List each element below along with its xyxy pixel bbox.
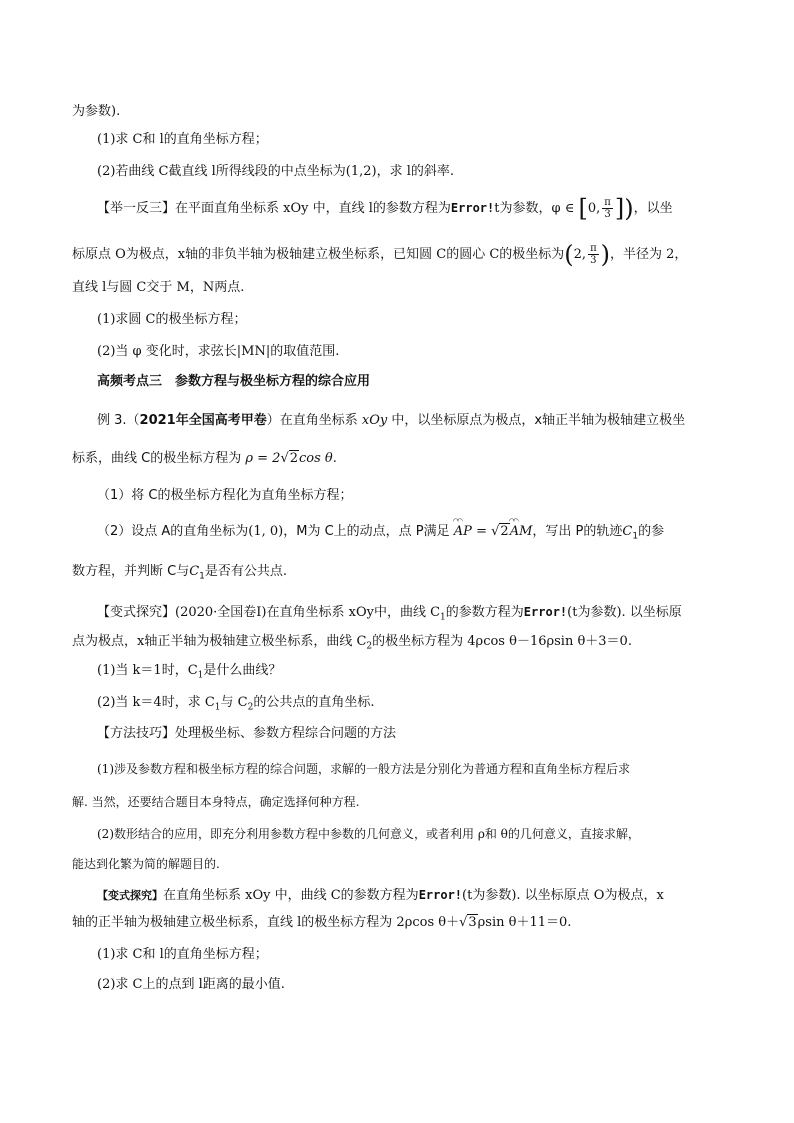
text-span: ，以坐 [633,201,673,216]
text-span: 的参 [638,524,665,539]
text-span: (1)求圆 C的极坐标方程； [97,312,247,327]
text-line [97,311,247,329]
method-heading [97,725,396,743]
text-span: 是否有公共点. [204,564,288,579]
text-span: (2)当 k＝4时，求 C [97,695,215,710]
text-line [97,694,374,717]
paren-open: ( [564,240,574,269]
text-line [97,825,640,843]
text-span: (1)当 k＝1时，C [97,663,198,678]
text-span: (t为参数). 以坐标原点 O为极点，x [462,888,664,903]
text-span: 标原点 O为极点，x轴的非负半轴为极轴建立极坐标系，已知圆 C的圆心 C的极坐标为 [72,247,565,262]
text-span: . [332,451,337,466]
paren-close: ) [624,194,634,223]
sqrt-radicand: 2 [500,524,509,539]
text-span: (t为参数). 以坐标原 [567,605,682,620]
text-span: 【方法技巧】处理极坐标、参数方程综合问题的方法 [97,726,397,741]
text-span: (2)当 φ 变化时，求弦长|MN|的取值范围. [97,344,340,359]
text-span: (2)求 C上的点到 l距离的最小值. [97,977,285,992]
math-text: C [622,524,633,539]
text-span: ，半径为 2， [610,247,688,262]
text-line: （2）设点 A的直角坐标为(1, 0)，M为 C上的动点，点 P满足 ◠◠ AP = √2◠◠ AM，写出 P的轨迹$C_1$的参 [97,523,664,546]
text-span: (2)数形结合的应用，即充分利用参数方程中参数的几何意义，或者利用 ρ和 θ的几何意义，直接求解， [97,827,640,841]
error-field-text: Error! [418,888,463,902]
text-line: 轴的正半轴为极轴建立极坐标系，直线 l的极坐标方程为 2ρcos θ＋√3ρsin θ＋11＝0. [72,915,572,930]
text-line [72,279,244,297]
text-span: (1)涉及参数方程和极坐标方程的综合问题，求解的一般方法是分别化为普通方程和直角坐标方程后求 [97,762,631,776]
text-span: 2021年全国高考甲卷 [139,413,267,428]
text-line [97,131,268,149]
text-span: ）在直角坐标系 [266,413,358,428]
text-span: ，写出 P的轨迹 [532,524,623,539]
text-line [97,946,268,964]
bracket-open: [ [578,194,588,223]
text-span: (2)若曲线 C截直线 l所得线段的中点坐标为(1,2)，求 l的斜率. [97,164,455,179]
subscript: 1 [632,531,639,542]
math-text: ρ = 2 [245,451,281,466]
text-span: 轴的正半轴为极轴建立极坐标系，直线 l的极坐标方程为 2ρcos θ＋ [72,915,460,930]
math-text: = [471,524,492,539]
text-span: 例 3.（ [97,413,140,428]
error-field-text: Error! [523,605,568,619]
math-text: cos θ [299,451,333,466]
text-span: 为参数). [72,104,121,119]
text-line [72,855,220,873]
subscript: 1 [199,571,205,582]
text-span: 能达到化繁为简的解题目的. [72,857,220,871]
text-span: 是什么曲线？ [203,663,282,678]
text-span: 在直角坐标系 xOy 中，曲线 C的参数方程为 [163,888,419,903]
text-span: ρsin θ＋11＝0. [477,915,572,930]
paren-close: ) [600,240,611,269]
math-text: xOy [361,413,388,428]
text-span: 标系，曲线 C的极坐标方程为 [72,451,242,466]
text-line [72,563,287,586]
text-line [97,343,339,361]
fraction-numerator: π [590,243,597,254]
text-line [72,103,120,121]
fraction-numerator: π [604,197,611,208]
text-span: 【变式探究】 [97,889,163,902]
text-line [97,412,685,430]
subscript: 1 [440,612,446,623]
text-span: 【举一反三】在平面直角坐标系 xOy 中，直线 l的参数方程为 [97,201,451,216]
sqrt-radicand: 2 [289,451,299,466]
section-heading [97,373,370,391]
text-line [97,886,664,905]
text-line: 标系，曲线 C的极坐标方程为 ρ = 2√2cos θ. [72,451,337,466]
text-span: （2）设点 A的直角坐标为 [97,524,249,539]
text-span: 【变式探究】(2020·全国卷Ⅰ)在直角坐标系 xOy中，曲线 C [97,605,441,620]
error-field-text: Error! [450,201,495,215]
text-line [97,760,630,778]
fraction [588,243,599,266]
sqrt-radicand: 3 [468,915,477,930]
text-span: 2, [573,247,587,262]
math-text: C [189,564,200,579]
text-span: 中，以坐标原点为极点，x轴正半轴为极轴建立极坐 [391,413,686,428]
text-line [72,633,632,656]
text-line [72,240,688,269]
text-span: 高频考点三 参数方程与极坐标方程的综合应用 [97,374,371,389]
text-span: 的公共点的直角坐标. [253,695,375,710]
subscript: 1 [197,670,204,681]
text-line [97,603,682,627]
fraction-denominator: 3 [590,255,597,266]
text-line [72,793,359,811]
text-span: ，M为 C上的动点，点 P满足 [283,524,450,539]
fraction [602,197,613,220]
text-span: 的极坐标方程为 4ρcos θ－16ρsin θ＋3＝0. [372,634,632,649]
bracket-close: ] [614,194,625,223]
text-span: 解. 当然，还要结合题目本身特点，确定选择何种方程. [72,795,360,809]
vector-am: ◠◠ AM [510,523,533,541]
text-span: 点为极点，x轴正半轴为极轴建立极坐标系，曲线 C [72,634,367,649]
text-line [97,163,454,181]
text-span: (1)求 C和 l的直角坐标方程； [97,132,268,147]
vector-ap: ◠◠ AP [454,523,472,541]
subscript: 1 [214,702,221,713]
fraction-denominator: 3 [604,209,611,220]
text-line [97,487,352,505]
subscript: 2 [247,702,254,713]
text-span: 与 C [220,695,248,710]
text-span: 0, [587,201,601,216]
math-text: (1, 0) [248,524,284,539]
text-span: (1)求 C和 l的直角坐标方程； [97,947,268,962]
subscript: 2 [366,641,373,652]
text-span: 数方程，并判断 C与 [72,564,190,579]
text-span: （1）将 C的极坐标方程化为直角坐标方程； [97,488,353,503]
text-span: 的参数方程为 [445,605,524,620]
text-span: t为参数，φ ∈ [494,201,579,216]
text-line [97,976,285,994]
text-line [97,662,281,685]
example-header-line [97,194,673,223]
text-span: 直线 l与圆 C交于 M，N两点. [72,280,245,295]
